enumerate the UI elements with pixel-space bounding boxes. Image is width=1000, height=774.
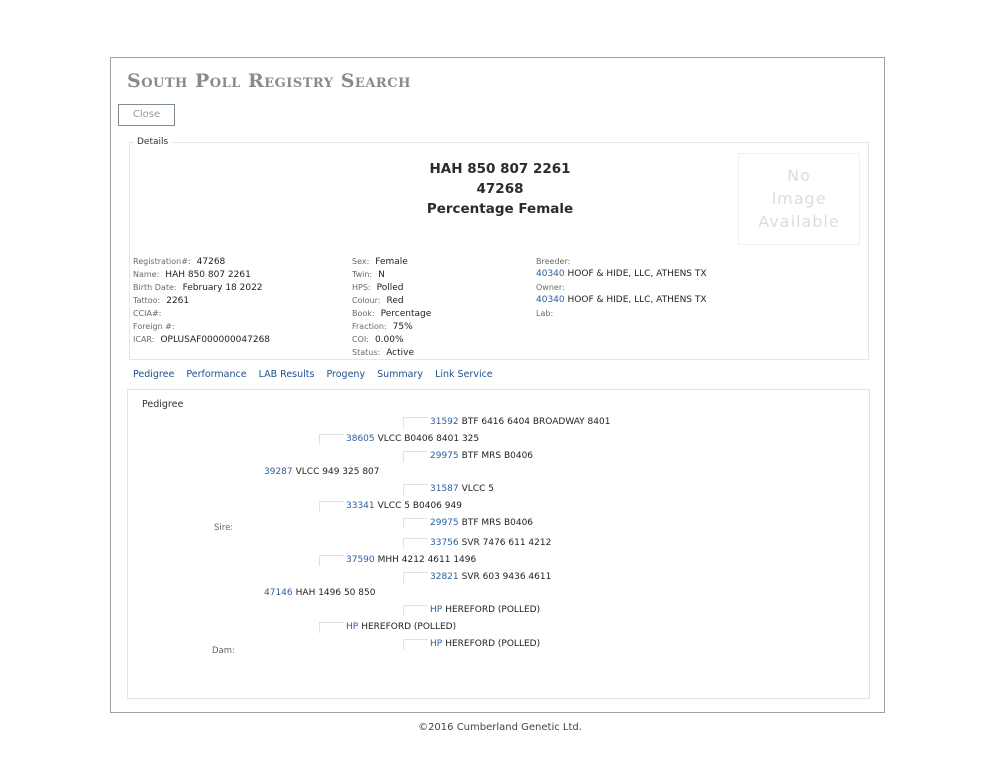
pedigree-connector bbox=[319, 555, 344, 566]
pedigree-name: BTF 6416 6404 BROADWAY 8401 bbox=[461, 417, 611, 427]
field-value: OPLUSAF000000047268 bbox=[160, 335, 271, 345]
pedigree-entry bbox=[430, 639, 540, 649]
pedigree-name: HEREFORD (POLLED) bbox=[445, 639, 541, 649]
field-label: Status: bbox=[352, 348, 381, 357]
tab-bar bbox=[133, 369, 502, 380]
pedigree-reg-link[interactable]: HP bbox=[430, 605, 443, 615]
pedigree-sire-entry bbox=[264, 467, 380, 477]
animal-name-heading: HAH 850 807 2261 bbox=[429, 161, 571, 177]
owner-label-row bbox=[536, 281, 707, 294]
pedigree-name: HAH 1496 50 850 bbox=[295, 588, 376, 598]
field-value: Polled bbox=[376, 283, 404, 293]
field-label: Birth Date: bbox=[133, 283, 177, 292]
owner-row bbox=[536, 294, 707, 307]
field-value: Red bbox=[386, 296, 404, 306]
field-label: Colour: bbox=[352, 296, 381, 305]
pedigree-reg-link[interactable]: 31587 bbox=[430, 484, 459, 494]
field-ccia bbox=[133, 307, 270, 320]
pedigree-name: HEREFORD (POLLED) bbox=[445, 605, 541, 615]
pedigree-entry bbox=[430, 484, 494, 494]
pedigree-name: VLCC 949 325 807 bbox=[295, 467, 380, 477]
pedigree-dam-entry bbox=[264, 588, 375, 598]
field-label: Registration#: bbox=[133, 257, 191, 266]
field-value: 75% bbox=[392, 322, 413, 332]
details-col-1 bbox=[133, 255, 270, 346]
field-foreign bbox=[133, 320, 270, 333]
no-image-placeholder bbox=[738, 153, 860, 245]
field-value: N bbox=[378, 270, 385, 280]
pedigree-panel bbox=[127, 389, 870, 699]
field-name bbox=[133, 268, 270, 281]
field-value: Active bbox=[386, 348, 415, 358]
field-label: HPS: bbox=[352, 283, 371, 292]
field-label: Fraction: bbox=[352, 322, 387, 331]
field-value: HAH 850 807 2261 bbox=[165, 270, 251, 280]
pedigree-name: SVR 7476 611 4212 bbox=[461, 538, 552, 548]
field-label: Book: bbox=[352, 309, 375, 318]
pedigree-entry bbox=[346, 622, 456, 632]
field-hps bbox=[352, 281, 431, 294]
field-twin bbox=[352, 268, 431, 281]
pedigree-name: VLCC B0406 8401 325 bbox=[377, 434, 480, 444]
breeder-label: Breeder: bbox=[536, 257, 571, 266]
field-birth-date bbox=[133, 281, 270, 294]
tab-link-service[interactable]: Link Service bbox=[435, 369, 493, 380]
field-fraction bbox=[352, 320, 431, 333]
breeder-name: HOOF & HIDE, LLC, ATHENS TX bbox=[567, 269, 707, 279]
breeder-label-row bbox=[536, 255, 707, 268]
animal-type-heading: Percentage Female bbox=[426, 201, 574, 217]
field-label: Foreign #: bbox=[133, 322, 175, 331]
registry-search-window bbox=[110, 57, 885, 713]
field-tattoo bbox=[133, 294, 270, 307]
pedigree-entry bbox=[430, 605, 540, 615]
pedigree-reg-link[interactable]: 33756 bbox=[430, 538, 459, 548]
owner-label: Owner: bbox=[536, 283, 565, 292]
sire-label: Sire: bbox=[214, 523, 234, 533]
pedigree-entry bbox=[346, 501, 462, 511]
pedigree-reg-link[interactable]: HP bbox=[346, 622, 359, 632]
pedigree-name: BTF MRS B0406 bbox=[461, 451, 534, 461]
field-label: Name: bbox=[133, 270, 160, 279]
field-icar bbox=[133, 333, 270, 346]
field-label: ICAR: bbox=[133, 335, 155, 344]
window-title: South Poll Registry Search bbox=[127, 70, 411, 92]
field-book bbox=[352, 307, 431, 320]
owner-name: HOOF & HIDE, LLC, ATHENS TX bbox=[567, 295, 707, 305]
pedigree-reg-link[interactable]: 38605 bbox=[346, 434, 375, 444]
pedigree-connector bbox=[403, 605, 428, 616]
no-image-text-2: Image bbox=[771, 189, 827, 208]
tab-pedigree[interactable]: Pedigree bbox=[133, 369, 175, 380]
lab-row bbox=[536, 307, 707, 320]
field-value: February 18 2022 bbox=[182, 283, 263, 293]
field-registration bbox=[133, 255, 270, 268]
details-panel bbox=[129, 137, 869, 360]
pedigree-connector bbox=[403, 538, 428, 549]
field-label: Twin: bbox=[352, 270, 373, 279]
details-legend: Details bbox=[134, 137, 171, 147]
details-col-3 bbox=[536, 255, 707, 320]
field-colour bbox=[352, 294, 431, 307]
field-value: 47268 bbox=[196, 257, 226, 267]
pedigree-connector bbox=[403, 518, 428, 529]
field-label: COI: bbox=[352, 335, 369, 344]
no-image-text-3: Available bbox=[758, 212, 840, 231]
pedigree-reg-link[interactable]: 32821 bbox=[430, 572, 459, 582]
lab-label: Lab: bbox=[536, 309, 554, 318]
pedigree-name: SVR 603 9436 4611 bbox=[461, 572, 552, 582]
pedigree-entry bbox=[346, 434, 479, 444]
field-status bbox=[352, 346, 431, 359]
pedigree-name: HEREFORD (POLLED) bbox=[361, 622, 457, 632]
pedigree-reg-link[interactable]: 33341 bbox=[346, 501, 375, 511]
pedigree-connector bbox=[319, 622, 344, 633]
copyright-footer: ©2016 Cumberland Genetic Ltd. bbox=[418, 722, 582, 733]
pedigree-entry bbox=[346, 555, 476, 565]
tab-lab-results[interactable]: LAB Results bbox=[258, 369, 315, 380]
field-value: 2261 bbox=[166, 296, 190, 306]
details-col-2 bbox=[352, 255, 431, 359]
owner-number-link[interactable]: 40340 bbox=[536, 295, 565, 305]
pedigree-connector bbox=[319, 501, 344, 512]
tab-performance[interactable]: Performance bbox=[186, 369, 247, 380]
pedigree-reg-link[interactable]: 31592 bbox=[430, 417, 459, 427]
pedigree-entry bbox=[430, 451, 533, 461]
field-label: Sex: bbox=[352, 257, 370, 266]
close-button[interactable]: Close bbox=[118, 104, 175, 126]
field-coi bbox=[352, 333, 431, 346]
field-label: CCIA#: bbox=[133, 309, 162, 318]
pedigree-entry bbox=[430, 538, 551, 548]
pedigree-name: VLCC 5 B0406 949 bbox=[377, 501, 462, 511]
field-value: Percentage bbox=[380, 309, 432, 319]
dam-label: Dam: bbox=[212, 646, 235, 656]
pedigree-connector bbox=[403, 451, 428, 462]
pedigree-reg-link[interactable]: 29975 bbox=[430, 451, 459, 461]
field-value: 0.00% bbox=[374, 335, 404, 345]
pedigree-entry bbox=[430, 572, 551, 582]
breeder-number-link[interactable]: 40340 bbox=[536, 269, 565, 279]
pedigree-name: MHH 4212 4611 1496 bbox=[377, 555, 477, 565]
pedigree-legend: Pedigree bbox=[142, 399, 184, 410]
pedigree-reg-link[interactable]: 37590 bbox=[346, 555, 375, 565]
no-image-text-1: No bbox=[787, 166, 811, 185]
pedigree-name: VLCC 5 bbox=[461, 484, 494, 494]
pedigree-connector bbox=[403, 417, 428, 428]
pedigree-reg-link[interactable]: 39287 bbox=[264, 467, 293, 477]
tab-progeny[interactable]: Progeny bbox=[326, 369, 366, 380]
pedigree-connector bbox=[403, 572, 428, 583]
pedigree-reg-link[interactable]: 29975 bbox=[430, 518, 459, 528]
animal-regno-heading: 47268 bbox=[476, 181, 524, 197]
tab-summary[interactable]: Summary bbox=[377, 369, 424, 380]
pedigree-entry bbox=[430, 518, 533, 528]
pedigree-reg-link[interactable]: HP bbox=[430, 639, 443, 649]
pedigree-connector bbox=[403, 639, 428, 650]
field-value: Female bbox=[375, 257, 408, 267]
field-sex bbox=[352, 255, 431, 268]
pedigree-name: BTF MRS B0406 bbox=[461, 518, 534, 528]
breeder-row bbox=[536, 268, 707, 281]
pedigree-entry bbox=[430, 417, 610, 427]
field-label: Tattoo: bbox=[133, 296, 161, 305]
pedigree-connector bbox=[319, 434, 344, 445]
pedigree-reg-link[interactable]: 47146 bbox=[264, 588, 293, 598]
pedigree-connector bbox=[403, 484, 428, 495]
